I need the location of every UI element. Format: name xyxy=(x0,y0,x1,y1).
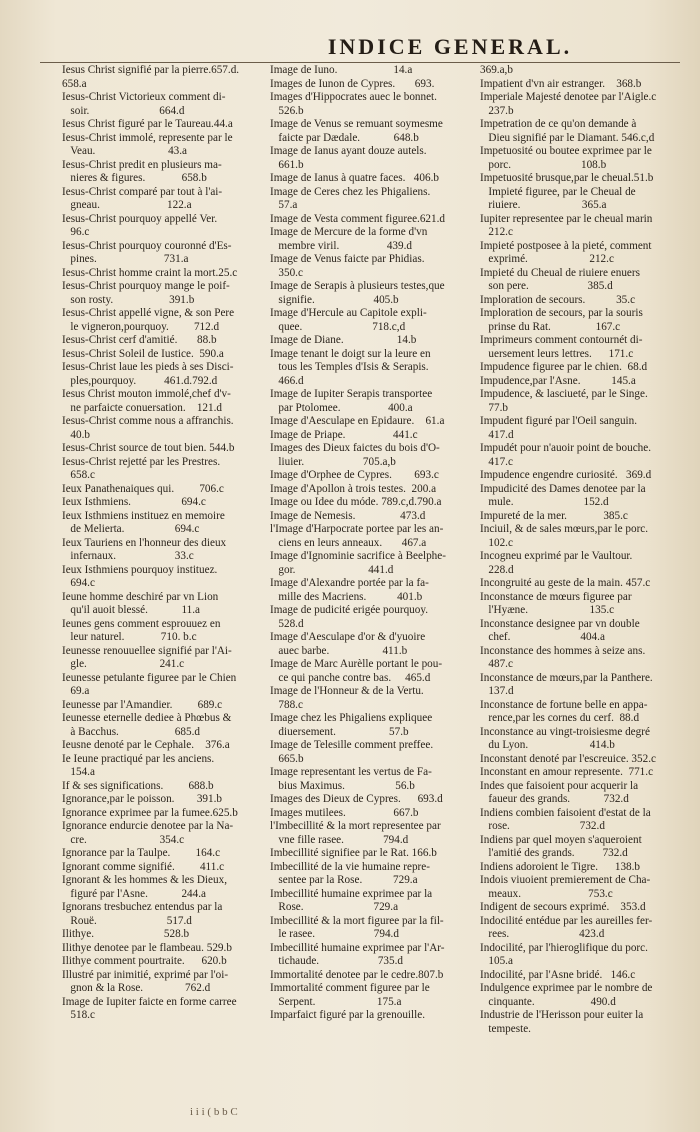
index-entry-line: Inconstance des hommes à seize ans. xyxy=(480,644,646,657)
index-entry-line: gor. 441.d xyxy=(270,563,394,576)
index-entry-line: Images mutilees. 667.b xyxy=(270,806,419,819)
index-entry-line: 105.a xyxy=(480,955,513,967)
index-entry-line: Impetration de ce qu'on demande à xyxy=(480,118,637,130)
index-entry-line: l'Hyæne. 135.c xyxy=(480,604,615,616)
index-entry-line: Ieunesse eternelle dediee à Phœbus & xyxy=(62,712,232,724)
index-entry-line: Imbecillité & la mort figuree par la fil- xyxy=(270,914,444,927)
index-entry-line: 69.a xyxy=(62,685,90,697)
index-entry-line: ce qui panche contre bas. 465.d xyxy=(270,671,431,684)
index-entry-line: Indiens adoroient le Tigre. 138.b xyxy=(480,860,641,873)
index-entry-line: bius Maximus. 56.b xyxy=(270,779,415,792)
index-entry-line: nieres & figures. 658.b xyxy=(62,172,207,184)
index-entry-line: Ignorance,par le poisson. 391.b xyxy=(62,793,223,805)
index-entry-line: Image de Ianus ayant douze autels. xyxy=(270,145,427,157)
index-entry-line: par Ptolomee. 400.a xyxy=(270,401,413,414)
index-entry-line: 212.c xyxy=(480,226,513,238)
index-entry-line: Immortalité denotee par le cedre.807.b xyxy=(270,968,444,981)
index-entry-line: Ilithye denotee par le flambeau. 529.b xyxy=(62,941,232,954)
index-column-1 xyxy=(62,64,267,1114)
index-entry-line: Ieune homme deschiré par vn Lion xyxy=(62,590,219,603)
page-header: INDICE GENERAL. xyxy=(327,34,573,59)
index-entry-line: Impureté de la mer. 385.c xyxy=(480,509,628,522)
index-entry-line: tichaude. 735.d xyxy=(270,955,403,967)
index-entry-line: Impieté du Cheual de riuiere enuers xyxy=(480,266,640,279)
index-entry-line: auec barbe. 411.b xyxy=(270,644,408,657)
index-entry-line: Imploration de secours, par la souris xyxy=(480,307,643,319)
index-entry-line: Image de Vesta comment figuree.621.d xyxy=(270,212,446,225)
index-entry-line: porc. 108.b xyxy=(480,158,607,171)
index-entry-line: Image de Venus faicte par Phidias. xyxy=(270,253,425,265)
index-entry-line: Impieté postposee à la pieté, comment xyxy=(480,239,652,252)
index-entry-line: 661.b xyxy=(270,158,304,171)
index-entry-line: Impetuosité ou boutee exprimee par le xyxy=(480,145,652,157)
index-entry-line: Ie Ieune practiqué par les anciens. xyxy=(62,752,215,765)
index-entry-line: Image de Telesille comment preffee. xyxy=(270,739,434,751)
index-entry-line: Inconstance designee par vn double xyxy=(480,617,640,630)
index-entry-line: 417.c xyxy=(480,455,513,468)
index-entry-line: ples,pourquoy. 461.d.792.d xyxy=(62,374,218,387)
index-entry-line: Serpent. 175.a xyxy=(270,995,402,1008)
index-entry-line: Ieunes gens comment esprouuez en xyxy=(62,617,221,630)
index-entry-line: l'Imbecillité & la mort representee par xyxy=(270,820,441,832)
index-entry-line: Veau. 43.a xyxy=(62,145,188,157)
index-entry-line: 154.a xyxy=(62,766,95,778)
index-entry-line: ciens en leurs anneaux. 467.a xyxy=(270,536,427,549)
index-entry-line: qu'il auoit blessé. 11.a xyxy=(62,604,201,616)
index-entry-line: Imbecillité humaine exprimee par la xyxy=(270,887,433,900)
index-entry-line: Iesus-Christ predit en plusieurs ma- xyxy=(62,158,222,171)
index-entry-line: Iesus Christ signifié par la pierre.657.d. xyxy=(62,64,240,76)
index-entry-line: mille des Macriens. 401.b xyxy=(270,590,423,603)
index-entry-line: Ieunesse renouuellee signifié par l'Ai- xyxy=(62,644,232,657)
index-entry-line: sentee par la Rose. 729.a xyxy=(270,874,418,886)
index-entry-line: Ieux Isthmiens pourquoy instituez. xyxy=(62,563,218,576)
index-entry-line: 658.a xyxy=(62,77,87,90)
index-entry-line: gle. 241.c xyxy=(62,658,185,670)
index-entry-line: pines. 731.a xyxy=(62,253,189,265)
index-entry-line: 237.b xyxy=(480,104,514,117)
index-entry-line: Ieux Panathenaiques qui. 706.c xyxy=(62,482,224,495)
index-entry-line: Iesus-Christ comme nous a affranchis. xyxy=(62,415,234,427)
index-entry-line: Image de Ceres chez les Phigaliens. xyxy=(270,185,431,198)
index-entry-line: ne parfaicte conuersation. 121.d xyxy=(62,401,222,414)
index-entry-line: Image chez les Phigaliens expliquee xyxy=(270,712,433,724)
index-entry-line: liuier. 705.a,b xyxy=(270,455,396,468)
index-entry-line: Image de Iupiter Serapis transportee xyxy=(270,388,433,400)
index-entry-line: l'amitié des grands. 732.d xyxy=(480,847,628,859)
index-entry-line: Imbecillité signifiee par le Rat. 166.b xyxy=(270,847,437,859)
index-entry-line: Inciuil, & de sales mœurs,par le porc. xyxy=(480,523,649,535)
index-entry-line: Indes que faisoient pour acquerir la xyxy=(480,779,639,792)
index-entry-line: 417.d xyxy=(480,428,514,441)
index-entry-line: Ieux Tauriens en l'honneur des dieux xyxy=(62,536,227,549)
index-column-2 xyxy=(270,64,475,1114)
index-entry-line: Indiens combien faisoient d'estat de la xyxy=(480,806,651,819)
index-entry-line: Image ou Idee du móde. 789.c,d.790.a xyxy=(270,496,442,508)
index-entry-line: Imploration de secours. 35.c xyxy=(480,293,636,306)
index-entry-line: Image de Mercure de la forme d'vn xyxy=(270,226,428,238)
index-entry-line: Imbecillité de la vie humaine repre- xyxy=(270,860,430,873)
index-entry-line: Iesus-Christ Soleil de Iustice. 590.a xyxy=(62,347,224,360)
index-entry-line: 102.c xyxy=(480,536,513,549)
index-entry-line: Image d'Alexandre portée par la fa- xyxy=(270,577,429,589)
index-entry-line: infernaux. 33.c xyxy=(62,550,194,562)
index-entry-line: Image d'Apollon à trois testes. 200.a xyxy=(270,482,437,495)
index-entry-line: tempeste. xyxy=(480,1022,531,1035)
index-entry-line: 665.b xyxy=(270,752,304,765)
index-entry-line: de Melierta. 694.c xyxy=(62,523,200,535)
index-entry-line: Ieunesse par l'Amandier. 689.c xyxy=(62,698,223,711)
index-entry-line: 466.d xyxy=(270,374,304,387)
index-entry-line: Indulgence exprimee par le nombre de xyxy=(480,982,653,994)
index-entry-line: Ilithye comment pourtraite. 620.b xyxy=(62,955,227,967)
index-entry-line: Image de Marc Aurèlle portant le pou- xyxy=(270,658,443,670)
index-entry-line: 137.d xyxy=(480,685,514,697)
index-entry-line: Inconstant denoté par l'escreuice. 352.c xyxy=(480,752,656,765)
index-entry-line: Impieté figuree, par le Cheual de xyxy=(480,185,636,198)
index-entry-line: figuré par l'Asne. 244.a xyxy=(62,887,207,900)
index-entry-line: 658.c xyxy=(62,469,95,481)
index-entry-line: 526.b xyxy=(270,104,304,117)
index-entry-line: Indiens par quel moyen s'aqueroient xyxy=(480,833,642,846)
index-entry-line: Iesus-Christ pourquoy appellé Ver. xyxy=(62,212,218,225)
index-entry-line: Ieux Isthmiens. 694.c xyxy=(62,496,206,508)
index-entry-line: gnon & la Rose. 762.d xyxy=(62,982,211,994)
index-entry-line: Incogneu exprimé par le Vaultour. xyxy=(480,550,633,562)
index-entry-line: Ilithye. 528.b xyxy=(62,928,190,940)
index-entry-line: Iesus-Christ cerf d'amitié. 88.b xyxy=(62,334,217,346)
index-entry-line: Imprimeurs comment contournét di- xyxy=(480,334,643,346)
index-entry-line: quee. 718.c,d xyxy=(270,320,406,333)
index-entry-line: Image representant les vertus de Fa- xyxy=(270,766,432,778)
index-entry-line: signifie. 405.b xyxy=(270,293,399,306)
index-entry-line: Image tenant le doigt sur la leure en xyxy=(270,347,431,360)
index-entry-line: meaux. 753.c xyxy=(480,887,613,900)
index-entry-line: Inconstance de fortune belle en appa- xyxy=(480,698,648,711)
index-entry-line: 528.d xyxy=(270,617,304,630)
index-entry-line: vne fille rasee. 794.d xyxy=(270,833,409,846)
index-entry-line: Incongruité au geste de la main. 457.c xyxy=(480,577,651,589)
index-entry-line: membre viril. 439.d xyxy=(270,239,413,252)
index-entry-line: Image d'Aesculape en Epidaure. 61.a xyxy=(270,415,445,427)
index-entry-line: Image d'Hercule au Capitole expli- xyxy=(270,307,427,319)
index-entry-line: Images des Dieux faictes du bois d'O- xyxy=(270,442,440,454)
index-entry-line: Industrie de l'Herisson pour euiter la xyxy=(480,1009,644,1021)
index-entry-line: Image de Iupiter faicte en forme carree xyxy=(62,995,237,1008)
index-entry-line: Inconstant en amour represente. 771.c xyxy=(480,766,654,778)
index-entry-line: uersement leurs lettres. 171.c xyxy=(480,347,634,360)
index-entry-line: Images de Iunon de Cypres. 693. xyxy=(270,77,435,90)
header-rule xyxy=(40,62,680,63)
index-entry-line: Indigent de secours exprimé. 353.d xyxy=(480,901,646,913)
index-entry-line: 694.c xyxy=(62,577,95,589)
index-entry-line: son pere. 385.d xyxy=(480,280,613,292)
index-entry-line: Iesus-Christ Victorieux comment di- xyxy=(62,91,226,103)
index-entry-line: du Lyon. 414.b xyxy=(480,739,615,751)
index-entry-line: Iesus Christ figuré par le Taureau.44.a xyxy=(62,118,233,130)
index-entry-line: Ieunesse petulante figuree par le Chien xyxy=(62,671,237,684)
index-entry-line: Rose. 729.a xyxy=(270,901,399,913)
index-entry-line: le vigneron,pourquoy. 712.d xyxy=(62,320,220,333)
index-entry-line: leur naturel. 710. b.c xyxy=(62,631,197,643)
index-entry-line: Image de Ianus à quatre faces. 406.b xyxy=(270,172,439,184)
index-entry-line: rees. 423.d xyxy=(480,928,605,940)
index-entry-line: mule. 152.d xyxy=(480,496,609,508)
index-entry-line: 40.b xyxy=(62,428,90,441)
index-entry-line: Impudent figuré par l'Oeil sanguin. xyxy=(480,415,638,427)
index-entry-line: Imperiale Majesté denotee par l'Aigle.c xyxy=(480,91,657,103)
index-entry-line: Image de l'Honneur & de la Vertu. xyxy=(270,685,424,697)
index-entry-line: Ignorans tresbuchez entendus par la xyxy=(62,901,223,913)
index-entry-line: gneau. 122.a xyxy=(62,199,192,211)
index-entry-line: chef. 404.a xyxy=(480,631,605,643)
index-entry-line: Indocilité entédue par les aureilles fer- xyxy=(480,914,653,927)
index-entry-line: Iesus-Christ pourquoy couronné d'Es- xyxy=(62,239,232,252)
index-entry-line: Image d'Orphee de Cypres. 693.c xyxy=(270,469,439,481)
index-entry-line: exprimé. 212.c xyxy=(480,253,614,265)
index-entry-line: 77.b xyxy=(480,401,508,414)
index-entry-line: Inconstance de mœurs,par la Panthere. xyxy=(480,671,653,684)
index-entry-line: diuersement. 57.b xyxy=(270,725,409,738)
index-entry-line: Ignorance exprimee par la fumee.625.b xyxy=(62,806,238,819)
index-entry-line: Images d'Hippocrates auec le bonnet. xyxy=(270,91,437,103)
index-entry-line: 228.d xyxy=(480,563,514,576)
index-entry-line: Impatient d'vn air estranger. 368.b xyxy=(480,77,642,90)
index-entry-line: à Bacchus. 685.d xyxy=(62,725,200,738)
index-entry-line: Image d'Ignominie sacrifice à Beelphe- xyxy=(270,550,446,562)
index-entry-line: 96.c xyxy=(62,226,90,238)
index-entry-line: Image d'Aesculape d'or & d'yuoire xyxy=(270,631,426,643)
index-entry-line: Iesus-Christ pourquoy mange le poif- xyxy=(62,280,230,292)
index-entry-line: Image de Nemesis. 473.d xyxy=(270,509,426,522)
index-entry-line: Ignorance par la Taulpe. 164.c xyxy=(62,847,221,859)
signature-mark: i i i ( b b C xyxy=(190,1106,238,1118)
index-entry-line: faicte par Dædale. 648.b xyxy=(270,131,419,144)
index-entry-line: Immortalité comment figuree par le xyxy=(270,982,430,994)
index-entry-line: Impetuosité brusque,par le cheual.51.b xyxy=(480,172,654,184)
index-entry-line: Illustré par inimitié, exprimé par l'oi- xyxy=(62,968,229,981)
index-entry-line: Imparfaict figuré par la grenouille. xyxy=(270,1009,425,1021)
index-entry-line: Ieux Isthmiens instituez en memoire xyxy=(62,509,225,522)
index-entry-line: 57.a xyxy=(270,199,298,211)
index-entry-line: Dieu signifié par le Diamant. 546.c,d xyxy=(480,131,655,144)
index-entry-line: prinse du Rat. 167.c xyxy=(480,320,621,333)
index-entry-line: Iesus-Christ laue les pieds à ses Disci- xyxy=(62,361,234,373)
index-entry-line: 487.c xyxy=(480,658,513,670)
index-entry-line: Iesus-Christ homme craint la mort.25.c xyxy=(62,266,238,279)
index-entry-line: Image de Iuno. 14.a xyxy=(270,64,413,76)
index-entry-line: Ignorant comme signifié. 411.c xyxy=(62,860,225,873)
index-entry-line: Impudicité des Dames denotee par la xyxy=(480,482,646,495)
index-entry-line: Inconstance au vingt-troisiesme degré xyxy=(480,725,650,738)
index-entry-line: cinquante. 490.d xyxy=(480,995,616,1008)
index-entry-line: Indois viuoient premierement de Cha- xyxy=(480,874,651,886)
index-entry-line: Iesus-Christ source de tout bien. 544.b xyxy=(62,442,235,454)
index-entry-line: soir. 664.d xyxy=(62,104,185,117)
index-entry-line: Rouë. 517.d xyxy=(62,914,192,927)
index-entry-line: Impudét pour n'auoir point de bouche. xyxy=(480,442,652,454)
index-entry-line: faueur des grands. 732.d xyxy=(480,793,629,805)
index-entry-line: Imbecillité humaine exprimee par l'Ar- xyxy=(270,941,445,954)
index-entry-line: Image de Venus se remuant soymesme xyxy=(270,118,443,130)
index-entry-line: Image de Diane. 14.b xyxy=(270,334,417,346)
index-entry-line: Ignorance endurcie denotee par la Na- xyxy=(62,820,234,832)
index-entry-line: cre. 354.c xyxy=(62,833,185,846)
index-entry-line: Images des Dieux de Cypres. 693.d xyxy=(270,793,443,805)
index-entry-line: tous les Temples d'Isis & Serapis. xyxy=(270,361,429,373)
index-entry-line: If & ses significations. 688.b xyxy=(62,779,214,792)
index-entry-line: Ieusne denoté par le Cephale. 376.a xyxy=(62,739,230,751)
index-entry-line: 350.c xyxy=(270,266,303,279)
index-entry-line: rose. 732.d xyxy=(480,820,605,832)
index-entry-line: son rosty. 391.b xyxy=(62,293,195,306)
index-entry-line: Image de Priape. 441.c xyxy=(270,428,418,441)
index-entry-line: Impudence engendre curiosité. 369.d xyxy=(480,469,652,481)
index-entry-line: rence,par les cornes du cerf. 88.d xyxy=(480,712,640,724)
index-entry-line: 518.c xyxy=(62,1009,95,1021)
index-entry-line: riuiere. 365.a xyxy=(480,199,607,211)
index-entry-line: Iesus-Christ rejetté par les Prestres. xyxy=(62,455,221,468)
index-entry-line: Ignorant & les hommes & les Dieux, xyxy=(62,874,227,886)
index-entry-line: Image de pudicité erigée pourquoy. xyxy=(270,604,429,616)
index-entry-line: Image de Serapis à plusieurs testes,que xyxy=(270,280,445,292)
index-entry-line: Iesus-Christ immolé, represente par le xyxy=(62,131,233,144)
index-entry-line: Indocilité, par l'hieroglifique du porc. xyxy=(480,941,648,954)
index-column-3 xyxy=(480,64,685,1114)
index-entry-line: Iesus Christ mouton immolé,chef d'v- xyxy=(62,388,231,400)
index-entry-line: 369.a,b xyxy=(480,64,513,76)
index-entry-line: le rasee. 794.d xyxy=(270,928,399,940)
index-entry-line: Iesus-Christ appellé vigne, & son Pere xyxy=(62,307,235,319)
index-entry-line: Impudence,par l'Asne. 145.a xyxy=(480,374,636,387)
index-entry-line: l'Image d'Harpocrate portee par les an- xyxy=(270,523,444,535)
index-entry-line: Iupiter representee par le cheual marin xyxy=(480,212,653,225)
index-entry-line: Iesus-Christ comparé par tout à l'ai- xyxy=(62,185,223,198)
index-entry-line: Impudence figuree par le chien. 68.d xyxy=(480,361,648,373)
index-entry-line: Impudence, & lasciueté, par le Singe. xyxy=(480,388,648,400)
index-entry-line: 788.c xyxy=(270,698,303,711)
index-entry-line: Inconstance de mœurs figuree par xyxy=(480,590,632,603)
index-entry-line: Indocilité, par l'Asne bridé. 146.c xyxy=(480,968,636,981)
